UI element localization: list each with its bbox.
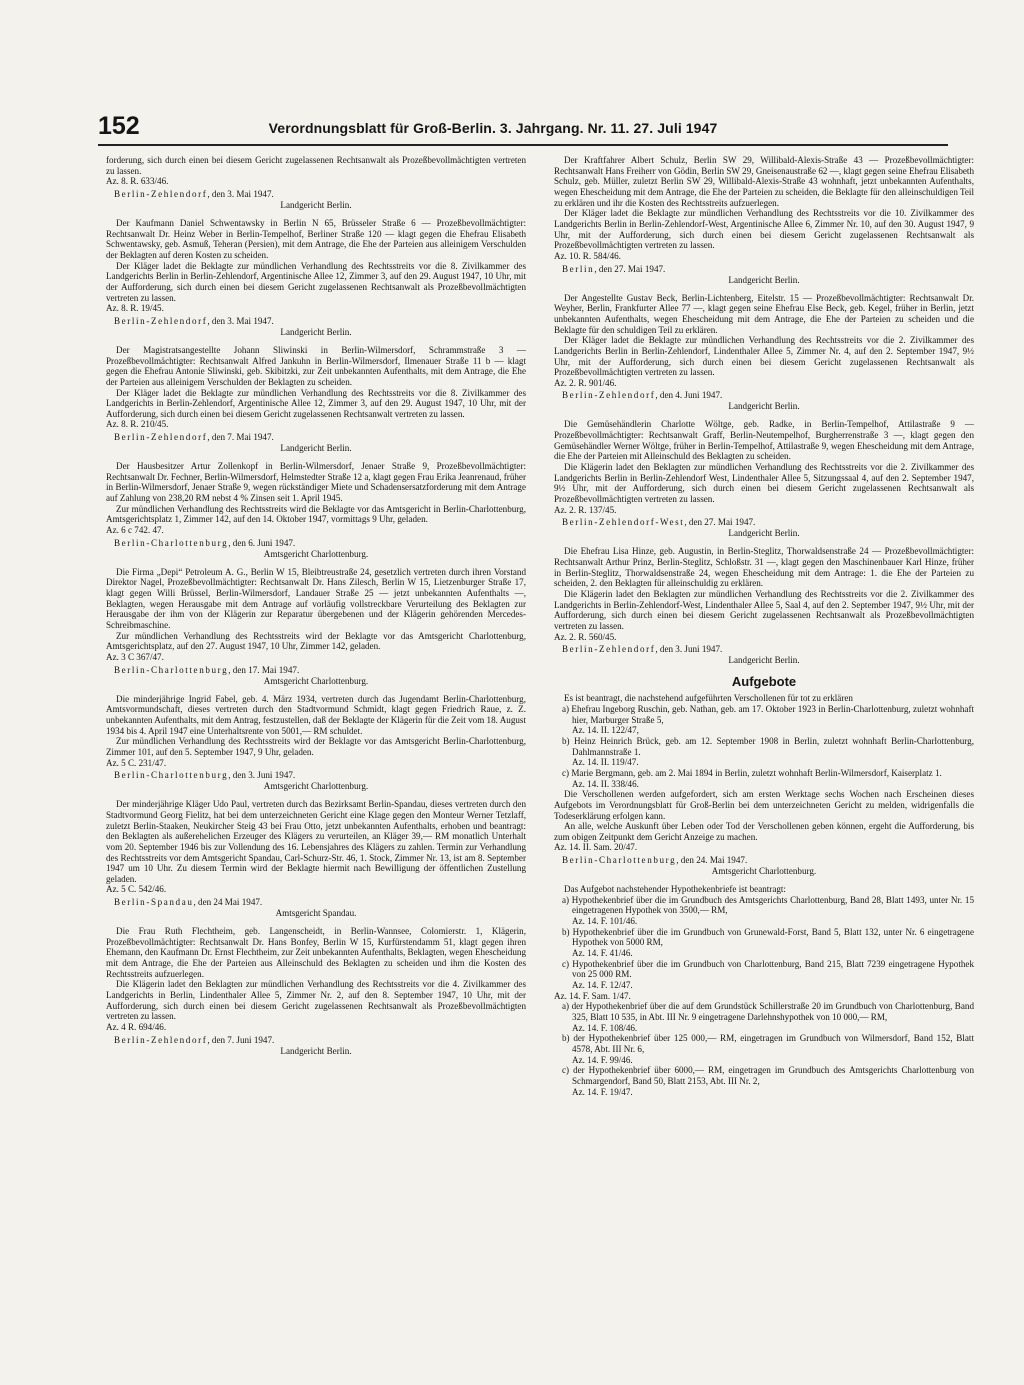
case-reference: Az. 2. R. 560/45.: [554, 631, 617, 642]
aufgebote-place: Berlin-Charlottenburg: [562, 855, 677, 866]
notice-paragraph: Der Angestellte Gustav Beck, Berlin-Lichtenberg, Eitelstr. 15 — Prozeßbevollmächtigter: Rechtsanwalt Dr. Weyher, Berlin, Frankfurter Allee 77 —, klagt gegen seine Ehefrau Else Beck, geb. Kegel, früher in Berlin, jetzt unbekannten Aufenthalts, wegen Ehescheidung mit dem Antrage, die Ehe der Parteien zu scheiden und die Beklagte für den schuldigen Teil zu erklären.: [554, 292, 974, 335]
notice-paragraph: Der Hausbesitzer Artur Zollenkopf in Berlin-Wilmersdorf, Jenaer Straße 9, Prozeßbevollmächtigter: Rechtsanwalt Dr. Fechner, Berlin-Wilmersdorf, Helmstedter Straße 12 a, klagt gegen Frau Erika Jeanrenaud, früher in Berlin-Wilmersdorf, Jenaer Straße 9, wegen rückständiger Miete und Schadensersatzforderung mit dem Antrage auf Zahlung von 238,20 RM nebst 4 % Zinsen seit 1. April 1945.: [106, 461, 526, 504]
notice-paragraph: Zur mündlichen Verhandlung des Rechtsstreits wird die Beklagte vor das Amtsgericht in Berlin-Charlottenburg, Amtsgerichtsplatz 1, Zimmer 142, auf den 14. Oktober 1947, vormittags 9 Uhr, geladen.: [106, 503, 526, 525]
notice-entry: [554, 546, 974, 666]
notice-date: , den 7. Juni 1947.: [207, 1034, 275, 1045]
aufgebote-notice-paragraph: An alle, welche Auskunft über Leben oder Tod der Verschollenen geben können, ergeht die Aufforderung, bis zum obigen Zeitpunkt dem Gericht Anzeige zu machen.: [554, 821, 974, 842]
notice-paragraph: Zur mündlichen Verhandlung des Rechtsstreits wird der Beklagte vor das Amtsgericht Berlin-Charlottenburg, Zimmer 101, auf den 5. September 1947, 9 Uhr, geladen.: [106, 736, 526, 757]
notice-date: , den 27. Mai 1947.: [594, 263, 666, 274]
aufgebote-intro: Es ist beantragt, die nachstehend aufgeführten Verschollenen für tot zu erklären: [564, 693, 853, 704]
place-date-line: [554, 264, 974, 275]
notice-paragraph: Der Kaufmann Daniel Schwentawsky in Berlin N 65, Brüsseler Straße 6 — Prozeßbevollmächtigter: Rechtsanwalt Dr. Heinz Weber in Berlin-Tempelhof, Berliner Straße 120 — klagt gegen die Ehefrau Elisabeth Schwentawsky, geb. Asmuß, Teheran (Persien), mit dem Antrage, die Ehe der Parteien aus alleinigem Verschulden der Beklagten auf deren Kosten zu scheiden.: [106, 217, 526, 260]
notice-date: , den 3. Mai 1947.: [207, 315, 274, 326]
hyp-items: [554, 895, 974, 991]
place-name: Berlin-Zehlendorf: [114, 1034, 208, 1045]
aufgebot-item-ref: Az. 14. II. 119/47.: [572, 757, 639, 768]
aufgebot-item-ref: Az. 14. II. 338/46.: [572, 778, 639, 789]
aufgebot-item-ref: Az. 14. F. 99/46.: [572, 1054, 633, 1065]
place-date-line: [106, 189, 526, 200]
aufgebot-item: b) der Hypothekenbrief über 125 000,— RM, eingetragen im Grundbuch von Wilmersdorf, Band 152, Blatt 4578, Abt. III Nr. 6,: [562, 1033, 974, 1054]
aufgebote-date: , den 24. Mai 1947.: [676, 855, 748, 866]
notice-date: , den 3. Juni 1947.: [655, 644, 723, 655]
aufgebot-item-ref: Az. 14. F. 41/46.: [572, 948, 633, 959]
court-name: Amtsgericht Charlottenburg.: [263, 781, 369, 792]
notice-paragraph: Der Kläger ladet die Beklagte zur mündlichen Verhandlung des Rechtsstreits vor die 8. Zivilkammer des Landgerichts Berlin in Berlin-Zehlendorf, Argentinische Allee 12, Zimmer 3, auf den 29. August 1947, 10 Uhr, mit der Aufforderung, sich durch einen bei diesem Gericht zugelassenen Rechtsanwalt als Prozeßbevollmächtigten vertreten zu lassen.: [106, 260, 526, 303]
hyp-intro: Das Aufgebot nachstehender Hypothekenbriefe ist beantragt:: [564, 884, 786, 895]
notice-date: , den 24 Mai 1947.: [193, 897, 263, 908]
running-title: Verordnungsblatt für Groß-Berlin. 3. Jahrgang. Nr. 11. 27. Juli 1947: [268, 120, 718, 136]
notice-entry: [106, 926, 526, 1057]
place-date-line: [106, 665, 526, 676]
notice-date: , den 6. Juni 1947.: [228, 537, 296, 548]
aufgebot-item: c) der Hypothekenbrief über 6000,— RM, eingetragen im Grundbuch des Amtsgerichts Charlottenburg von Schmargendorf, Band 50, Blatt 2153, Abt. III Nr. 2,: [562, 1065, 974, 1086]
notice-entry: [106, 567, 526, 687]
place-name: Berlin-Zehlendorf: [114, 188, 208, 199]
place-name: Berlin-Spandau: [114, 897, 194, 908]
court-name: Landgericht Berlin.: [728, 528, 800, 539]
court-name: Landgericht Berlin.: [728, 655, 800, 666]
notice-entry: [106, 345, 526, 454]
case-reference: Az. 6 c 742. 47.: [106, 525, 164, 536]
place-name: Berlin-Zehlendorf: [114, 315, 208, 326]
aufgebot-item: a) Hypothekenbrief über die im Grundbuch des Amtsgerichts Charlottenburg, Band 28, Blatt 1493, unter Nr. 15 eingetragenen Hypothek von 3500,— RM,: [562, 894, 974, 916]
court-name: Amtsgericht Spandau.: [275, 908, 357, 919]
notice-paragraph: Die Frau Ruth Flechtheim, geb. Langenscheidt, in Berlin-Wannsee, Colomierstr. 1, Klägerin, Prozeßbevollmächtigter: Rechtsanwalt Dr. Hans Bonfey, Berlin W 15, Kurfürstendamm 51, klagt gegen ihren Ehemann, den Kaufmann Dr. Ernst Flechtheim, zur Zeit unbekannten Aufenthalts, Beklagten, wegen Ehescheidung mit dem Antrage, die Ehe der Parteien aus Alleinschuld des Beklagten zu scheiden und ihm die Kosten des Rechtsstreits aufzuerlegen.: [106, 926, 526, 979]
aufgebote-place-line: [554, 855, 974, 866]
page-number: 152: [98, 112, 140, 140]
aufgebote-court: Amtsgericht Charlottenburg.: [711, 866, 817, 877]
notice-paragraph: Die Gemüsehändlerin Charlotte Wöltge, geb. Radke, in Berlin-Tempelhof, Attilastraße 9 — Prozeßbevollmächtigter: Rechtsanwalt Graff, Berlin-Neutempelhof, Burgherrenstraße 3 —, klagt gegen den Gemüsehändler Werner Wöltge, früher in Berlin-Tempelhof, Attilastraße 9, wegen Ehescheidung mit dem Antrage, die Ehe der Parteien mit Alleinschuld des Beklagten zu scheiden.: [554, 419, 974, 462]
place-name: Berlin-Zehlendorf: [114, 432, 208, 443]
place-date-line: [106, 1035, 526, 1046]
aufgebote-section: [554, 674, 974, 1097]
notice-paragraph: Die Ehefrau Lisa Hinze, geb. Augustin, in Berlin-Steglitz, Thorwaldsenstraße 24 — Prozeßbevollmächtigter: Rechtsanwalt Arthur Prinz, Berlin-Steglitz, Schloßstr. 31 —, klagt gegen den Maschinenbauer Karl Hinze, früher in Berlin-Steglitz, Thorwaldsenstraße 24, wegen Ehescheidung mit dem Antrage: 1. die Ehe der Parteien zu scheiden, 2. den Beklagten für alleinschuldig zu erklären.: [554, 546, 974, 589]
notice-paragraph: Der Kläger ladet die Beklagte zur mündlichen Verhandlung des Rechtsstreits vor die 10. Zivilkammer des Landgerichts Berlin in Berlin-Zehlendorf-West, Argentinische Allee 6, Zimmer Nr. 10, auf den 30. August 1947, 9 Uhr, mit der Aufforderung, sich durch einen bei diesem Gericht zugelassenen Rechtsanwalt als Prozeßbevollmächtigten vertreten zu lassen.: [554, 208, 974, 251]
aufgebot-item: b) Hypothekenbrief über die im Grundbuch von Grunewald-Forst, Band 5, Blatt 132, unter Nr. 6 eingetragene Hypothek von 5000 RM,: [562, 926, 974, 948]
court-name: Amtsgericht Charlottenburg.: [263, 675, 369, 686]
court-name: Landgericht Berlin.: [728, 274, 800, 285]
left-column: [106, 155, 526, 1064]
notice-date: , den 3. Mai 1947.: [207, 188, 274, 199]
notice-entry: [106, 218, 526, 338]
court-name: Landgericht Berlin.: [280, 199, 352, 210]
aufgebot-item: c) Hypothekenbrief über die im Grundbuch von Charlottenburg, Band 215, Blatt 7239 eingetragene Hypothek von 25 000 RM.: [562, 958, 974, 980]
case-reference: Az. 3 C 367/47.: [106, 651, 164, 662]
right-column: [554, 155, 974, 1097]
page-header: [98, 112, 948, 146]
place-date-line: [106, 538, 526, 549]
aufgebote-ref: Az. 14. II. Sam. 20/47.: [554, 842, 638, 853]
place-date-line: [554, 517, 974, 528]
place-date-line: [106, 432, 526, 443]
notice-entry: [554, 155, 974, 286]
notice-paragraph: Der Kraftfahrer Albert Schulz, Berlin SW 29, Willibald-Alexis-Straße 43 — Prozeßbevollmächtigter: Rechtsanwalt Hans Freiherr von Gödin, Berlin SW 29, Gneisenaustraße 62 —, klagt gegen seine Ehefrau Elisabeth Schulz, geb. Müller, zuletzt Berlin SW 29, Willibald-Alexis-Straße 43 wohnhaft, jetzt unbekannten Aufenthalts, wegen Ehescheidung mit dem Antrage, die Ehe der Parteien zu scheiden, die Beklagte für den alleinschuldigen Teil zu erklären und ihr die Kosten des Rechtsstreits aufzuerlegen.: [554, 155, 974, 208]
aufgebot-item-ref: Az. 14. F. 108/46.: [572, 1022, 638, 1033]
place-date-line: [106, 897, 526, 908]
place-date-line: [554, 644, 974, 655]
aufgebot-item-ref: Az. 14. F. 12/47.: [572, 980, 633, 991]
court-name: Landgericht Berlin.: [280, 1045, 352, 1056]
notice-entry: [106, 155, 526, 211]
case-reference: Az. 2. R. 901/46.: [554, 377, 617, 388]
notice-paragraph: Der Kläger ladet die Beklagte zur mündlichen Verhandlung des Rechtsstreits vor die 8. Zivilkammer des Landgerichts in Berlin-Zehlendorf, Argentinische Allee 12, Zimmer 3, auf den 29. August 1947, 10 Uhr, mit der Aufforderung, sich durch einen bei diesem Gericht zugelassenen Rechtsanwalt vertreten zu lassen.: [106, 387, 526, 419]
place-date-line: [106, 316, 526, 327]
notice-date: , den 17. Mai 1947.: [228, 664, 300, 675]
notice-entry: [106, 694, 526, 793]
place-name: Berlin-Zehlendorf-West: [562, 517, 685, 528]
place-name: Berlin: [562, 263, 595, 274]
place-name: Berlin-Zehlendorf: [562, 390, 656, 401]
hyp-ref: Az. 14. F. Sam. 1/47.: [554, 990, 631, 1001]
case-reference: Az. 4 R. 694/46.: [106, 1022, 167, 1033]
notice-paragraph: Zur mündlichen Verhandlung des Rechtsstreits wird der Beklagte vor das Amtsgericht Charlottenburg, Amtsgerichtsplatz, auf den 27. August 1947, 10 Uhr, Zimmer 142, geladen.: [106, 630, 526, 652]
aufgebote-title: Aufgebote: [731, 674, 797, 690]
case-reference: Az. 8. R. 633/46.: [106, 176, 169, 187]
court-name: Amtsgericht Charlottenburg.: [263, 548, 369, 559]
place-name: Berlin-Charlottenburg: [114, 664, 229, 675]
aufgebote-notice-paragraph: Die Verschollenen werden aufgefordert, sich am ersten Werktage sechs Wochen nach Erscheinen dieses Aufgebots im Verordnungsblatt für Groß-Berlin bei dem unterzeichneten Gericht zu melden, widrigenfalls die Todeserklärung erfolgen kann.: [554, 789, 974, 821]
hyp-items2: [554, 1001, 974, 1097]
notice-entry: [554, 419, 974, 539]
aufgebot-item-ref: Az. 14. II. 122/47,: [572, 725, 639, 736]
notice-entry: [106, 461, 526, 560]
aufgebote-items: [554, 704, 974, 789]
right-entries: [554, 155, 974, 666]
notice-entry: [106, 799, 526, 919]
notice-paragraph: Der minderjährige Kläger Udo Paul, vertreten durch das Bezirksamt Berlin-Spandau, dieses vertreten durch den Stadtvormund Georg Fielitz, hat bei dem unterzeichneten Gericht eine Klage gegen den Monteur Werner Tetzlaff, zuletzt Berlin-Staaken, Neukircher Steig 43 bei Frau Otto, jetzt unbekannten Aufenthalts, erhoben und beantragt: den Beklagten als außerehelichen Erzeuger des Klägers zu verurteilen, an Kläger 39,— RM monatlich Unterhalt vom 20. September 1946 bis zur Vollendung des 16. Lebensjahres des Klägers zu zahlen. Termin zur Verhandlung des Rechtsstreits vor dem Amtsgericht Spandau, Carl-Schurz-Str. 46, 1. Stock, Zimmer Nr. 13, ist am 8. September 1947 um 10 Uhr. Zu diesem Termin wird der Beklagte hiermit nach Bewilligung der öffentlichen Zustellung geladen.: [106, 799, 526, 884]
aufgebot-item: a) der Hypothekenbrief über die auf dem Grundstück Schillerstraße 20 im Grundbuch von Charlottenburg, Band 325, Blatt 10 535, in Abt. III Nr. 9 eingetragene Darlehnshypothek von 10 000,— RM,: [562, 1001, 974, 1022]
aufgebote-notice: [554, 789, 974, 842]
notice-date: , den 4. Juni 1947.: [655, 390, 723, 401]
notice-date: , den 7. Mai 1947.: [207, 432, 274, 443]
place-name: Berlin-Zehlendorf: [562, 644, 656, 655]
court-name: Landgericht Berlin.: [728, 401, 800, 412]
aufgebot-item-ref: Az. 14. F. 101/46.: [572, 916, 638, 927]
place-date-line: [554, 390, 974, 401]
case-reference: Az. 8. R. 19/45.: [106, 303, 164, 314]
aufgebot-item: b) Heinz Heinrich Brück, geb. am 12. September 1908 in Berlin, zuletzt wohnhaft Berlin-Charlottenburg, Dahlmannstraße 1.: [562, 735, 974, 757]
notice-paragraph: Der Magistratsangestellte Johann Sliwinski in Berlin-Wilmersdorf, Schrammstraße 3 — Prozeßbevollmächtigter: Rechtsanwalt Alfred Jankuhn in Berlin-Wilmersdorf, Ilmenauer Straße 11 b — klagt gegen die Ehefrau Antonie Sliwinski, geb. Skibitzki, zur Zeit unbekannten Aufenthalts, mit dem Antrage, die Ehe der Parteien aus alleinigem Verschulden der Beklagten zu scheiden.: [106, 344, 526, 387]
place-date-line: [106, 770, 526, 781]
notice-paragraph: Die Firma „Depi“ Petroleum A. G., Berlin W 15, Bleibtreustraße 24, gesetzlich vertreten durch ihren Vorstand Direktor Nagel, Prozeßbevollmächtigter: Rechtsanwalt Dr. Hans Zilesch, Berlin W 15, Lietzenburger Straße 17, klagt gegen Willi Brüssel, Berlin-Wilmersdorf, Landauer Straße 25 — jetzt unbekannten Aufenthalts —, Beklagten, wegen Herausgabe mit dem Antrage auf vorläufig vollstreckbare Verurteilung des Beklagten zur Herausgabe der ihm von der Klägerin zur Reparatur übergebenen und der Klägerin gehörenden Mercedes-Schreibmaschine.: [106, 566, 526, 630]
aufgebot-item: a) Ehefrau Ingeborg Ruschin, geb. Nathan, geb. am 17. Oktober 1923 in Berlin-Charlottenburg, zuletzt wohnhaft hier, Marburger Straße 5,: [562, 703, 974, 725]
notice-paragraph: Die minderjährige Ingrid Fabel, geb. 4. März 1934, vertreten durch das Jugendamt Berlin-Charlottenburg, Amtsvormundschaft, dieses vertreten durch den Stadtvormund Schmidt, klagt gegen Friedrich Raue, z. Z. unbekannten Aufenthalts, mit dem Antrag, festzustellen, daß der Beklagte der Klägerin für die Zeit vom 18. August 1934 bis 4. April 1947 eine Unterhaltsrente von 5001,— RM schuldet.: [106, 693, 526, 736]
notice-paragraph: Der Kläger ladet die Beklagte zur mündlichen Verhandlung des Rechtsstreits vor die 2. Zivilkammer des Landgerichts Berlin in Berlin-Zehlendorf, Lindenthaler Allee 5, Zimmer Nr. 4, auf den 2. September 1947, 9½ Uhr, mit der Aufforderung, sich durch einen bei diesem Gericht zugelassenen Rechtsanwalt als Prozeßbevollmächtigten vertreten zu lassen.: [554, 335, 974, 378]
notice-paragraph: Die Klägerin ladet den Beklagten zur mündlichen Verhandlung des Rechtsstreits vor die 4. Zivilkammer des Landgerichts in Berlin, Lindenthaler Allee 5, Zimmer Nr. 2, auf den 8. September 1947, 10 Uhr, mit der Aufforderung, sich durch einen bei diesem Gericht zugelassenen Rechtsanwalt als Prozeßbevollmächtigten vertreten zu lassen.: [106, 979, 526, 1022]
notice-paragraph: forderung, sich durch einen bei diesem Gericht zugelassenen Rechtsanwalt als Prozeßbevollmächtigten vertreten zu lassen.: [106, 155, 526, 176]
case-reference: Az. 10. R. 584/46.: [554, 250, 621, 261]
place-name: Berlin-Charlottenburg: [114, 537, 229, 548]
aufgebot-item-ref: Az. 14. F. 19/47.: [572, 1086, 633, 1097]
court-name: Landgericht Berlin.: [280, 443, 352, 454]
case-reference: Az. 5 C. 542/46.: [106, 884, 167, 895]
case-reference: Az. 2. R. 137/45.: [554, 504, 617, 515]
notice-paragraph: Die Klägerin ladet den Beklagten zur mündlichen Verhandlung des Rechtsstreits vor die 2. Zivilkammer des Landgerichts in Berlin-Zehlendorf-West, Lindenthaler Allee 5, Saal 4, auf den 2. September 1947, 9½ Uhr, mit der Aufforderung, sich durch einen bei diesem Gericht zugelassenen Rechtsanwalt als Prozeßbevollmächtigten vertreten zu lassen.: [554, 589, 974, 631]
notice-entry: [554, 293, 974, 413]
notice-paragraph: Die Klägerin ladet den Beklagten zur mündlichen Verhandlung des Rechtsstreits vor die 2. Zivilkammer des Landgerichts Berlin in Berlin-Zehlendorf West, Lindenthaler Allee 5, Sitzungssaal 4, auf den 2. September 1947, 9½ Uhr, mit der Aufforderung, sich durch einen bei diesem Gericht zugelassenen Rechtsanwalt als Prozeßbevollmächtigten vertreten zu lassen.: [554, 462, 974, 505]
aufgebot-item: c) Marie Bergmann, geb. am 2. Mai 1894 in Berlin, zuletzt wohnhaft Berlin-Wilmersdorf, Kaiserplatz 1.: [562, 767, 942, 778]
court-name: Landgericht Berlin.: [280, 326, 352, 337]
notice-date: , den 27. Mai 1947.: [684, 517, 756, 528]
place-name: Berlin-Charlottenburg: [114, 770, 229, 781]
case-reference: Az. 5 C. 231/47.: [106, 757, 167, 768]
notice-date: , den 3. Juni 1947.: [228, 770, 296, 781]
case-reference: Az. 8. R. 210/45.: [106, 419, 169, 430]
